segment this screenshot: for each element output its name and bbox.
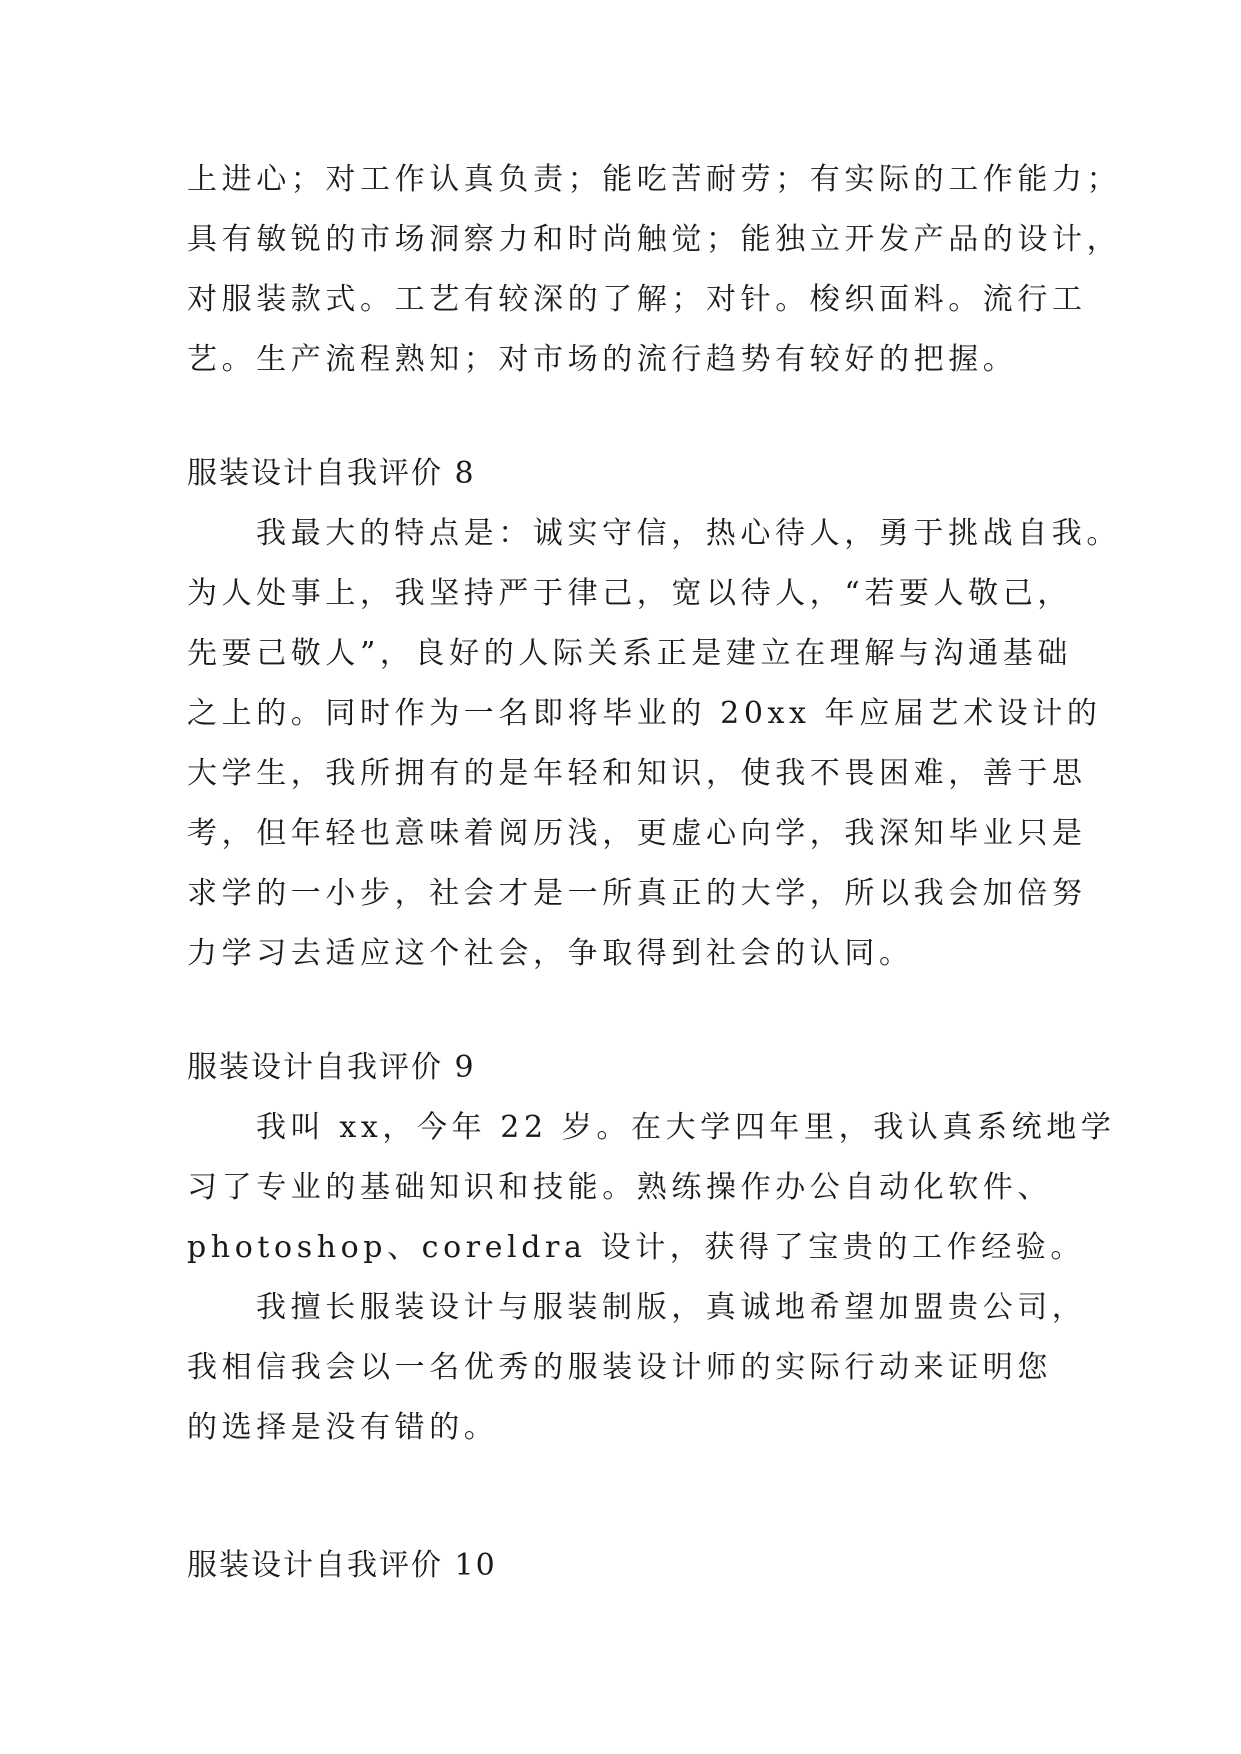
paragraph-line: 习了专业的基础知识和技能。熟练操作办公自动化软件、	[187, 1170, 1052, 1205]
document-page	[187, 150, 1122, 1596]
section-9	[187, 1038, 1116, 1458]
paragraph-line: 我相信我会以一名优秀的服装设计师的实际行动来证明您	[187, 1350, 1052, 1385]
paragraph-line: 考，但年轻也意味着阅历浅，更虚心向学，我深知毕业只是	[187, 816, 1087, 851]
section-7-tail	[187, 150, 1122, 390]
paragraph-line: 的选择是没有错的。	[187, 1410, 499, 1445]
paragraph-line: 我最大的特点是：诚实守信，热心待人，勇于挑战自我。	[256, 516, 1121, 551]
paragraph-line: 我叫 xx，今年 22 岁。在大学四年里，我认真系统地学	[256, 1110, 1116, 1145]
section-heading: 服装设计自我评价 8	[187, 456, 476, 491]
paragraph-line: 上进心；对工作认真负责；能吃苦耐劳；有实际的工作能力；	[187, 162, 1122, 197]
section-10	[187, 1536, 1067, 1596]
paragraph-line: photoshop、coreldra 设计，获得了宝贵的工作经验。	[187, 1230, 1086, 1265]
paragraph-line: 力学习去适应这个社会，争取得到社会的认同。	[187, 936, 914, 971]
section-heading: 服装设计自我评价 10	[187, 1548, 497, 1583]
paragraph-line: 先要己敬人”，良好的人际关系正是建立在理解与沟通基础	[187, 636, 1072, 671]
paragraph-line: 对服装款式。工艺有较深的了解；对针。梭织面料。流行工	[187, 282, 1087, 317]
paragraph-line: 具有敏锐的市场洞察力和时尚触觉；能独立开发产品的设计，	[187, 222, 1122, 257]
paragraph-line: 我擅长服装设计与服装制版，真诚地希望加盟贵公司，	[256, 1290, 1087, 1325]
section-heading: 服装设计自我评价 9	[187, 1050, 476, 1085]
paragraph-line: 大学生，我所拥有的是年轻和知识，使我不畏困难，善于思	[187, 756, 1087, 791]
paragraph-line: 艺。生产流程熟知；对市场的流行趋势有较好的把握。	[187, 342, 1018, 377]
paragraph-line: 为人处事上，我坚持严于律己，宽以待人，“若要人敬己，	[187, 576, 1072, 611]
paragraph-line: 求学的一小步，社会才是一所真正的大学，所以我会加倍努	[187, 876, 1087, 911]
paragraph-line: 之上的。同时作为一名即将毕业的 20xx 年应届艺术设计的	[187, 696, 1102, 731]
section-8	[187, 444, 1121, 984]
